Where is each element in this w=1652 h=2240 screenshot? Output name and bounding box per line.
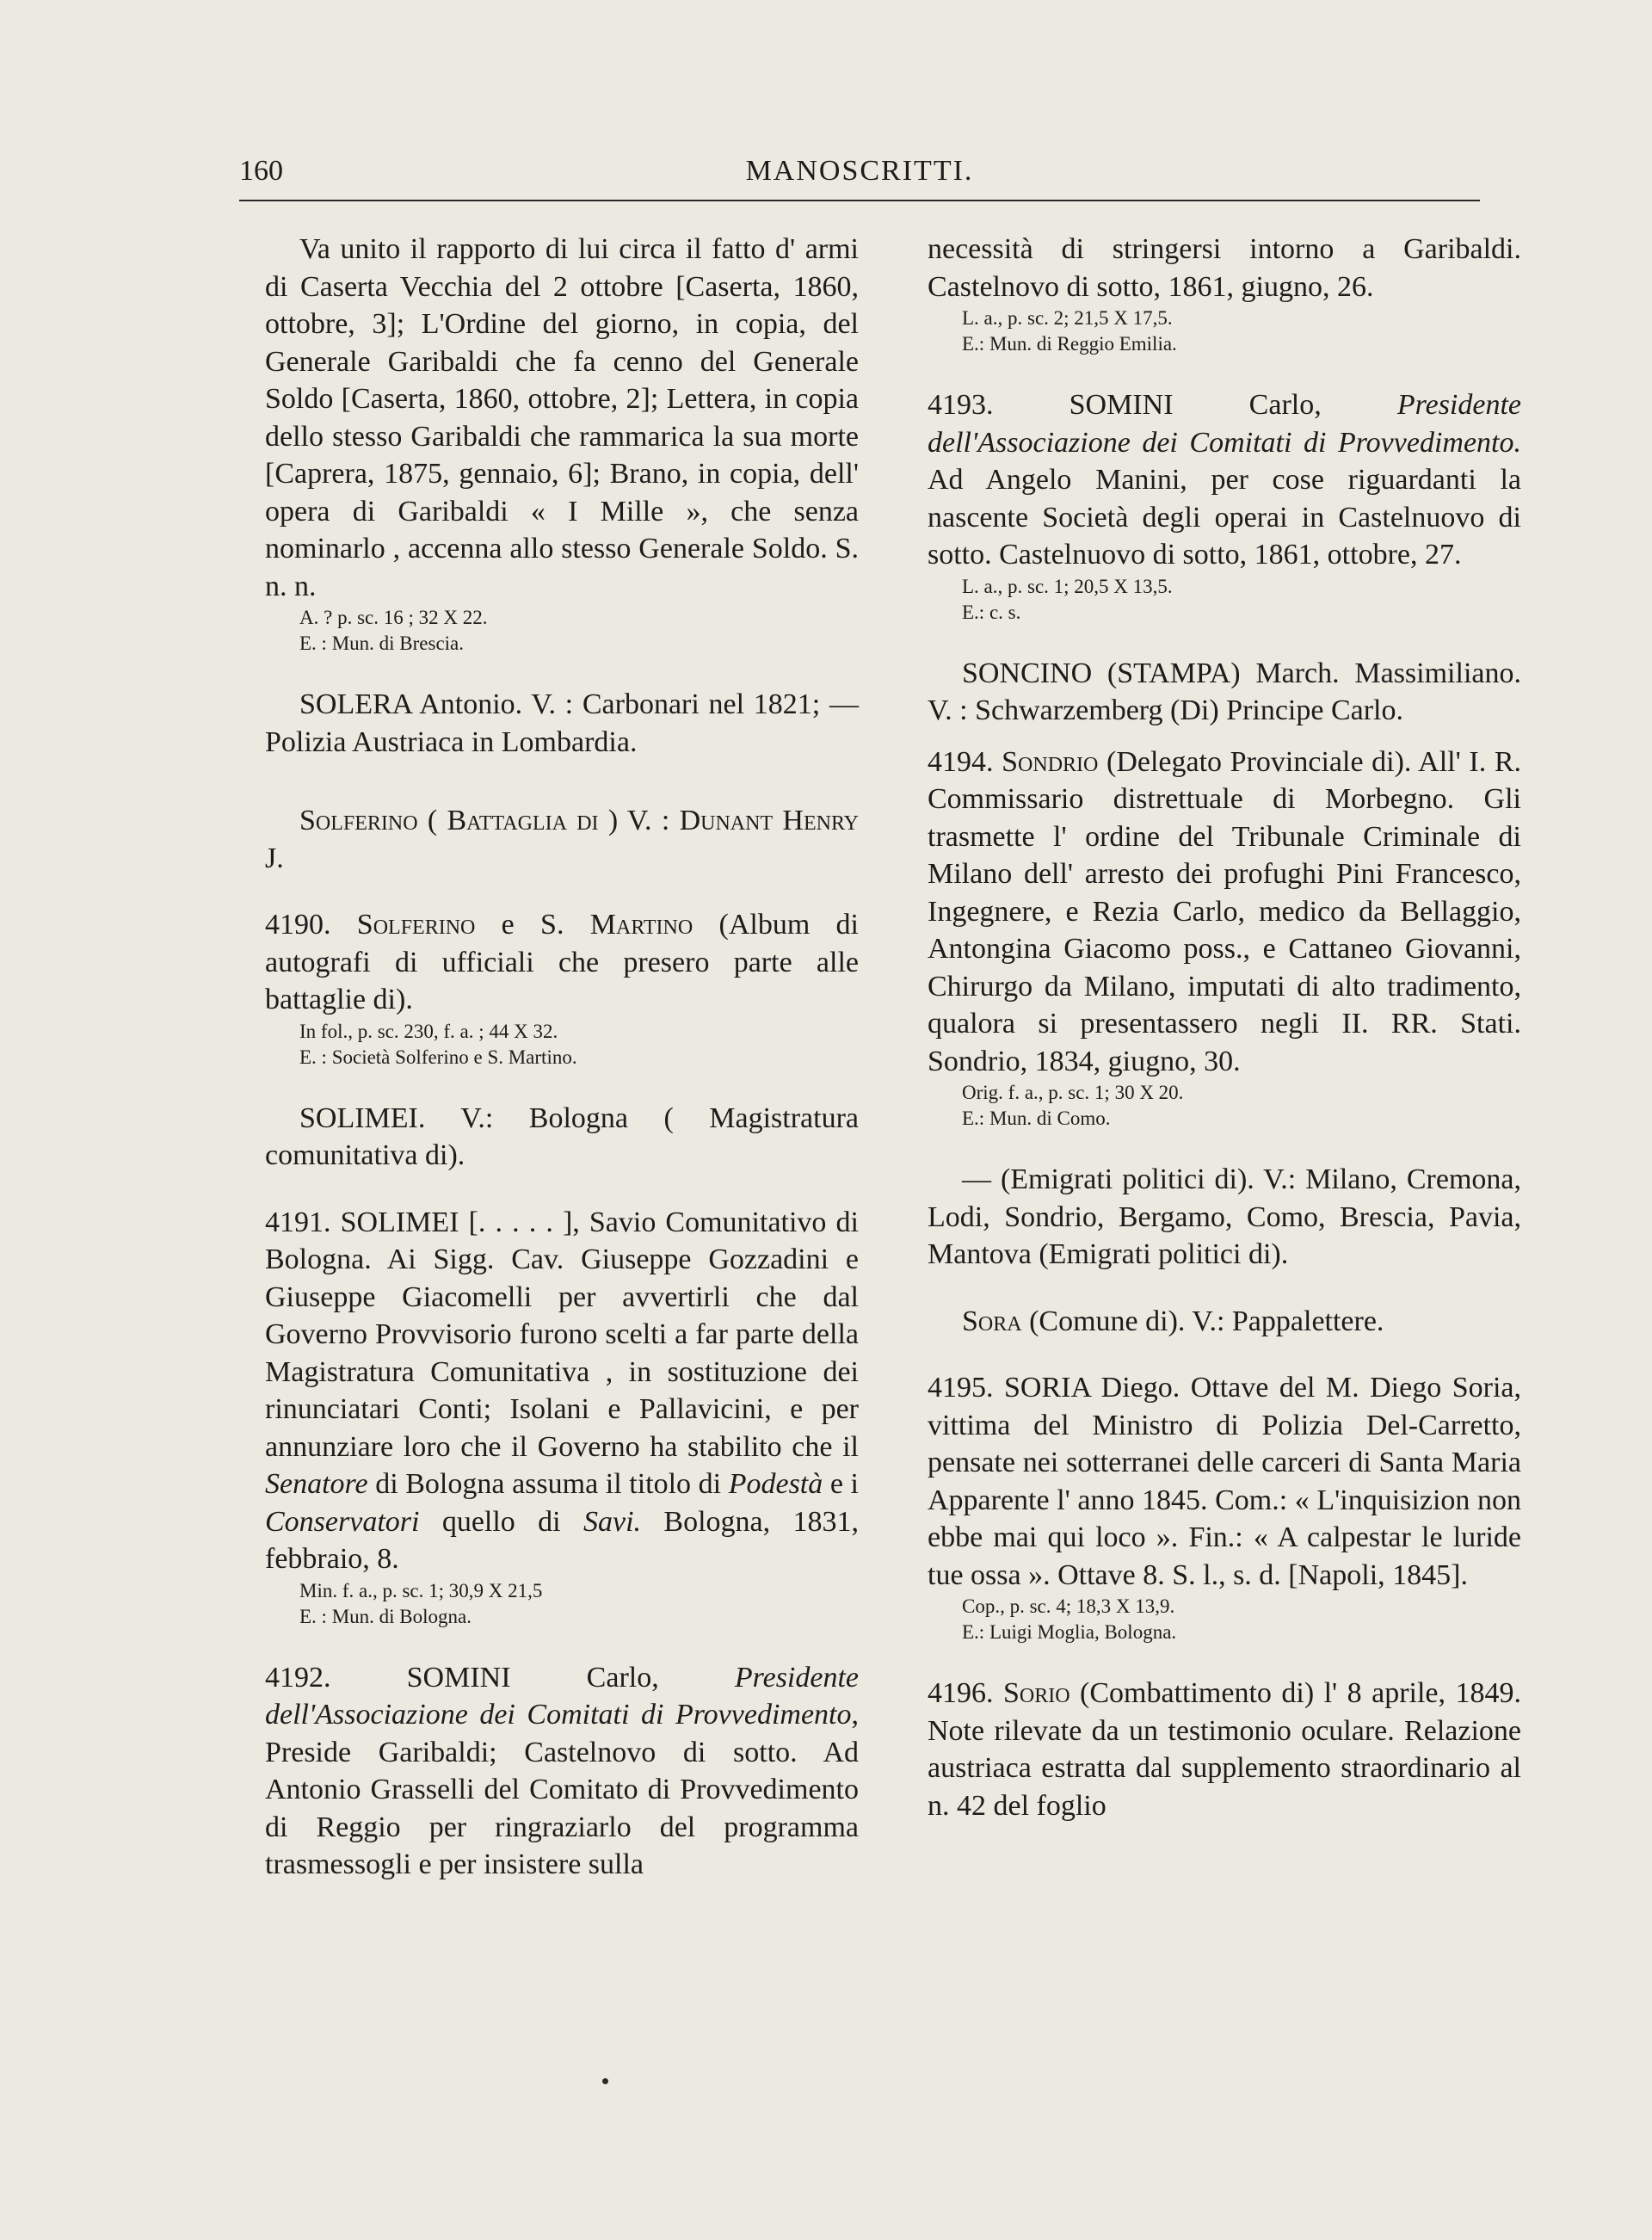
- entry-intro: Va unito il rapporto di lui circa il fatto d' armi di Caserta Vecchia del 2 ottobre [Caserta, 1860, ottobre, 3]; L'Ordine del giorno, in copia, del Generale Garibaldi che fa cenno del Generale Soldo [Caserta, 1860, ottobre, 2]; Lettera, in copia dello stesso Garibaldi che rammarica la sua morte [Caprera, 1875, gennaio, 6]; Brano, in copia, dell' opera di Garibaldi « I Mille », che senza nominarlo , accenna allo stesso Generale Soldo. S. n. n.: [265, 233, 859, 602]
- note-line: E.: Luigi Moglia, Bologna.: [962, 1621, 1177, 1643]
- entry-4190: [265, 906, 859, 1019]
- entry-sora-ref: [928, 1303, 1521, 1341]
- entry-text: , Preside Garibaldi; Castelnovo di sotto. Ad Antonio Grasselli del Comitato di Provvedimento di Reggio per ringraziarlo del programma trasmessogli e per insistere sulla: [265, 1699, 859, 1880]
- entry-heading: Martino: [589, 909, 693, 941]
- note-line: E. : Società Solferino e S. Martino.: [299, 1046, 577, 1068]
- entry-solimei-ref: SOLIMEI. V.: Bologna ( Magistratura comunitativa di).: [265, 1101, 859, 1171]
- entry-text: e i: [823, 1468, 859, 1500]
- note-line: L. a., p. sc. 1; 20,5 X 13,5.: [962, 575, 1173, 597]
- right-column: [928, 231, 1521, 1824]
- note-line: Min. f. a., p. sc. 1; 30,9 X 21,5: [299, 1579, 543, 1601]
- entry-continuation: necessità di stringersi intorno a Garibaldi. Castelnovo di sotto, 1861, giugno, 26.: [928, 233, 1521, 303]
- note-line: E.: Mun. di Como.: [962, 1108, 1111, 1129]
- stray-dot: [602, 2078, 608, 2084]
- entry-italic: Presidente dell'Associazione dei Comitati di Provvedimento: [265, 1661, 859, 1731]
- entry-number: 4194.: [928, 745, 1002, 778]
- entry-number: 4196.: [928, 1677, 1003, 1709]
- note-line: Orig. f. a., p. sc. 1; 30 X 20.: [962, 1082, 1184, 1103]
- entry-4193: [928, 386, 1521, 574]
- entry-italic: Savi.: [583, 1505, 642, 1538]
- note-line: E. : Mun. di Bologna.: [299, 1605, 472, 1627]
- entry-solferino-ref: Solferino ( Battaglia di ) V. : Dunant Henry J.: [265, 805, 859, 874]
- entry-4194: [928, 744, 1521, 1081]
- entry-emigrati: — (Emigrati politici di). V.: Milano, Cremona, Lodi, Sondrio, Bergamo, Como, Brescia, Pavia, Mantova (Emigrati politici di).: [928, 1163, 1521, 1270]
- entry-text: (Combattimento di) l' 8 aprile, 1849. Note rilevate da un testimonio oculare. Relazione austriaca estratta dal supplemento straordinario al n. 42 del foglio: [928, 1677, 1521, 1822]
- entry-text: 4193. SOMINI Carlo,: [928, 389, 1397, 421]
- entry-text: quello di: [419, 1505, 583, 1538]
- entry-text: di Bologna assuma il titolo di: [367, 1468, 729, 1500]
- entry-text: (Comune di). V.: Pappalettere.: [1021, 1305, 1384, 1337]
- entry-text: 4191. SOLIMEI [. . . . . ], Savio Comunitativo di Bologna. Ai Sigg. Cav. Giuseppe Gozzadini e Giuseppe Giacomelli per avvertirli che dal Governo Provvisorio furono scelti a far parte della Magistratura Comunitativa , in sostituzione dei rinunciatari Conti; Isolani e Pallavicini, e per annunziare loro che il Governo ha stabilito che il: [265, 1206, 859, 1463]
- entry-italic: Conservatori: [265, 1505, 420, 1538]
- entry-solera: SOLERA Antonio. V. : Carbonari nel 1821; — Polizia Austriaca in Lombardia.: [265, 688, 859, 758]
- entry-italic: Senatore: [265, 1468, 368, 1500]
- entry-text: Bologna, 1831, febbraio, 8.: [265, 1505, 859, 1575]
- entry-heading: Sorio: [1002, 1677, 1070, 1709]
- entry-4195: 4195. SORIA Diego. Ottave del M. Diego Soria, vittima del Ministro di Polizia Del-Carretto, pensate nei sotterranei delle carceri di Santa Maria Apparente l' anno 1845. Com.: « L'inquisizion non ebbe mai qui loco ». Fin.: « A calpestar le luride tue ossa ». Ottave 8. S. l., s. d. [Napoli, 1845].: [928, 1372, 1521, 1591]
- entry-text: 4192. SOMINI Carlo,: [265, 1661, 735, 1694]
- note-line: E.: c. s.: [962, 601, 1021, 623]
- page-number: 160: [239, 155, 283, 187]
- running-title: MANOSCRITTI.: [745, 155, 974, 187]
- left-column: [265, 231, 859, 1884]
- note-line: In fol., p. sc. 230, f. a. ; 44 X 32.: [299, 1020, 558, 1042]
- entry-text: (Album di autografi di ufficiali che presero parte alle battaglie di).: [265, 909, 860, 1015]
- entry-4196: [928, 1675, 1521, 1824]
- entry-number: 4190.: [265, 909, 331, 941]
- note-line: A. ? p. sc. 16 ; 32 X 22.: [299, 607, 488, 628]
- note-line: E.: Mun. di Reggio Emilia.: [962, 333, 1177, 355]
- note-line: E. : Mun. di Brescia.: [299, 633, 464, 654]
- entry-soncino: SONCINO (STAMPA) March. Massimiliano. V. : Schwarzemberg (Di) Principe Carlo.: [928, 657, 1521, 726]
- page-header: [239, 148, 1480, 201]
- note-line: L. a., p. sc. 2; 21,5 X 17,5.: [962, 307, 1173, 329]
- entry-text: (Delegato Provinciale di). All' I. R. Commissario distrettuale di Morbegno. Gli trasmette l' ordine del Tribunale Criminale di Milano dell' arresto dei profughi Pini Francesco, Ingegnere, e Rezia Carlo, medico da Bellaggio, Antongina Giacomo poss., e Cattaneo Giovanni, Chirurgo da Milano, imputati di alto tradimento, qualora si presentassero negli II. RR. Stati. Sondrio, 1834, giugno, 30.: [928, 745, 1522, 1077]
- entry-text: Ad Angelo Manini, per cose riguardanti la nascente Società degli operai in Castelnuovo di sotto. Castelnuovo di sotto, 1861, ottobre, 27.: [928, 464, 1521, 571]
- entry-heading: Sora: [962, 1305, 1022, 1337]
- entry-text: e S.: [475, 909, 590, 941]
- entry-heading: Solferino: [356, 909, 476, 941]
- entry-italic: Presidente dell'Associazione dei Comitati di Provvedimento.: [928, 389, 1521, 459]
- note-line: Cop., p. sc. 4; 18,3 X 13,9.: [962, 1595, 1175, 1617]
- entry-heading: Sondrio: [1002, 745, 1099, 778]
- entry-italic: Podestà: [728, 1468, 823, 1500]
- entry-4192: [265, 1659, 859, 1884]
- entry-4191: [265, 1204, 859, 1578]
